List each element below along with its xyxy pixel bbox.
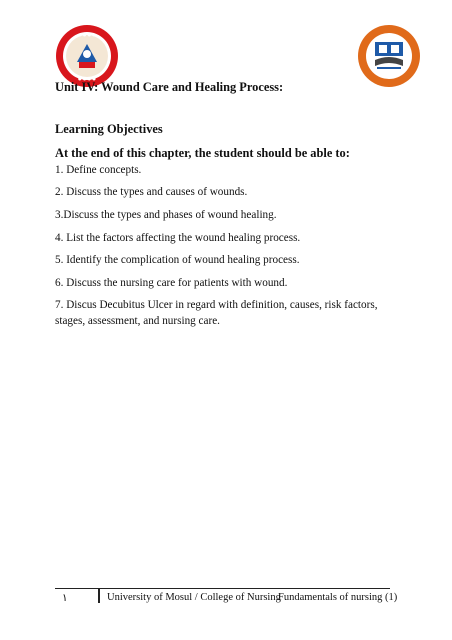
footer-institution: University of Mosul / College of Nursing [107, 592, 281, 603]
university-logo [55, 24, 119, 88]
svg-text:● ● ● ●: ● ● ● ● [78, 32, 96, 37]
footer-rule [55, 588, 390, 589]
objective-item: 1. Define concepts. [55, 164, 142, 176]
unit-title: Unit IV: Wound Care and Healing Process: [55, 80, 284, 94]
objective-item: 3.Discuss the types and phases of wound healing. [55, 209, 277, 221]
objective-item: 2. Discuss the types and causes of wounds. [55, 186, 248, 198]
objective-item: 4. List the factors affecting the wound healing process. [55, 232, 301, 244]
objective-item: 6. Discuss the nursing care for patients with wound. [55, 277, 288, 289]
college-seal-icon [357, 24, 421, 88]
college-logo [357, 24, 421, 88]
university-seal-icon [55, 24, 119, 88]
objectives-heading: Learning Objectives [55, 122, 163, 136]
svg-text:● ● ● ●: ● ● ● ● [78, 76, 96, 81]
objective-item: 5. Identify the complication of wound healing process. [55, 254, 300, 266]
footer-separator [98, 589, 100, 603]
objectives-intro: At the end of this chapter, the student should be able to: [55, 146, 350, 160]
page-number: ١ [62, 593, 68, 604]
objective-item: 7. Discus Decubitus Ulcer in regard with definition, causes, risk factors, stages, assessment, and nursing care. [55, 299, 378, 327]
footer-course: Fundamentals of nursing (1) [278, 592, 398, 603]
